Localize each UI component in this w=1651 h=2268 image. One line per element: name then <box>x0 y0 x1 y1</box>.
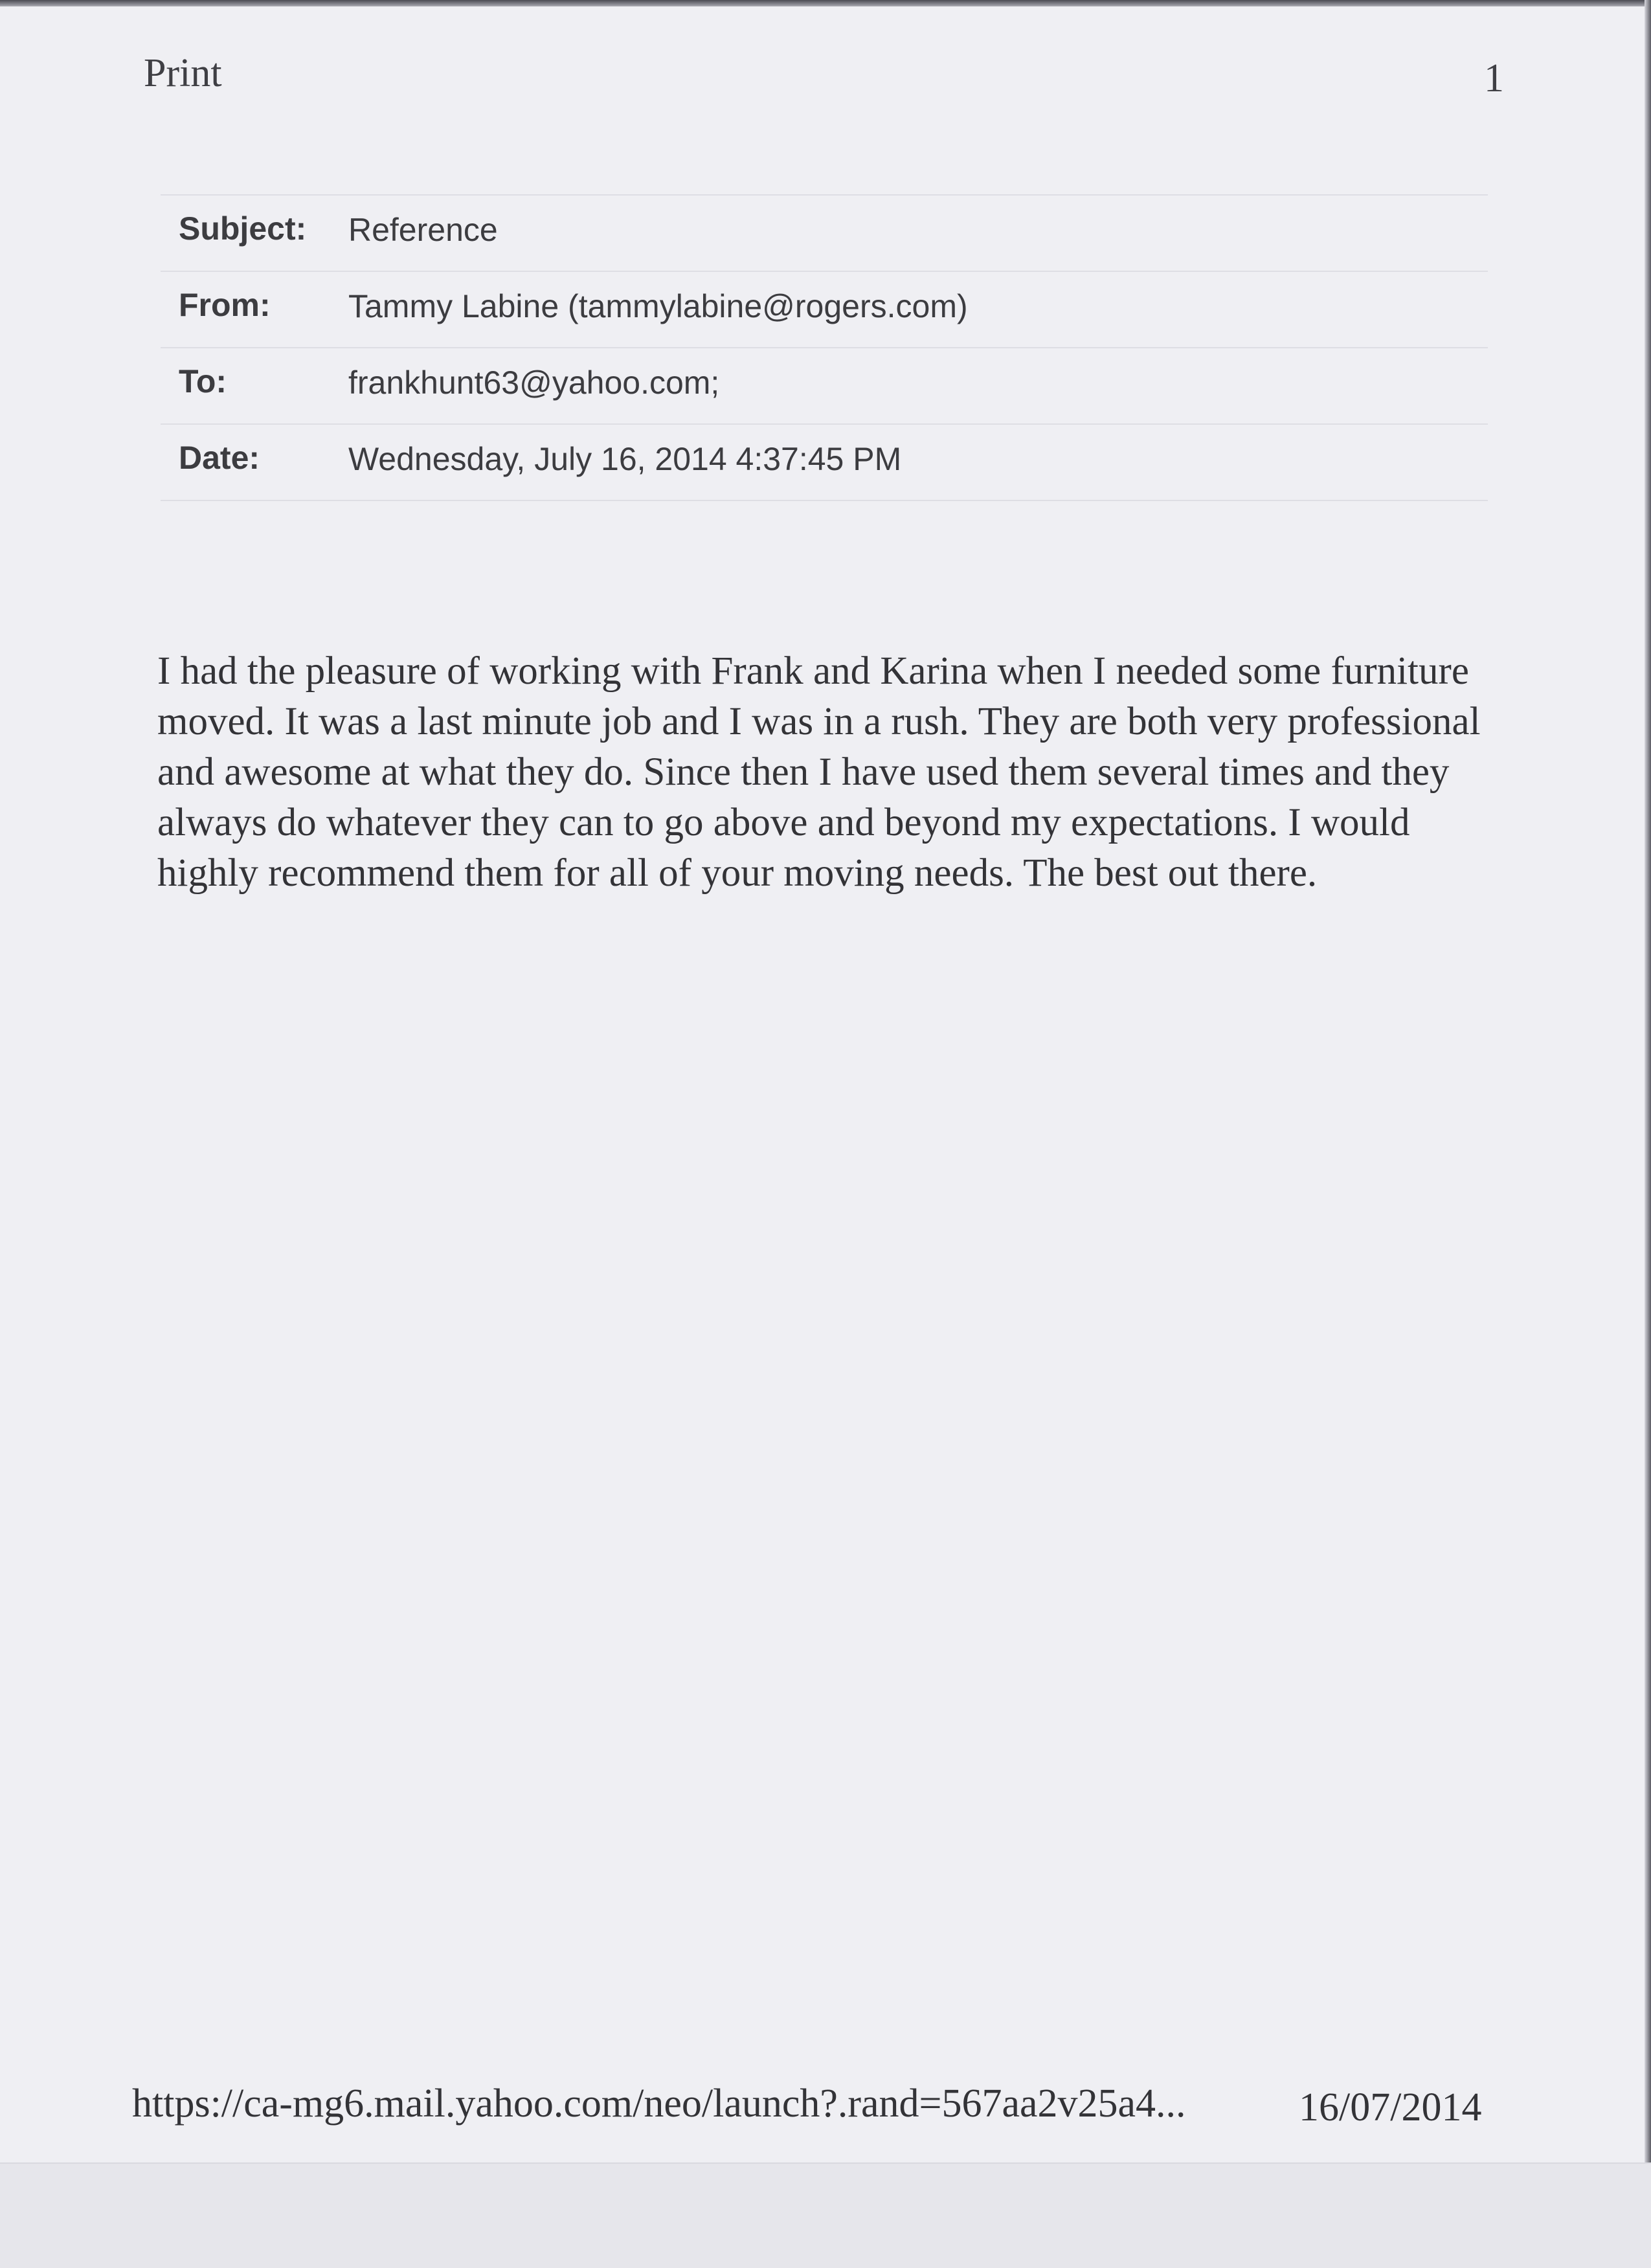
from-label: From: <box>179 287 271 323</box>
subject-label: Subject: <box>179 210 307 247</box>
subject-value: Reference <box>348 212 498 248</box>
to-label: To: <box>179 363 227 399</box>
email-body: I had the pleasure of working with Frank and Karina when I needed some furniture moved. It was a last minute job and I was in a rush. They are both very professional and awesome at what they do. Since then I have used them several times and they always do whatever they can to go above and beyond my expectations. I would highly recommend them for all of your moving needs. The best out there. <box>157 649 1481 895</box>
to-value: frankhunt63@yahoo.com; <box>348 365 720 401</box>
scan-right-edge <box>1645 0 1651 2162</box>
from-row <box>161 271 1488 347</box>
scan-bottom-strip <box>0 2162 1651 2268</box>
date-row <box>161 423 1488 501</box>
date-label: Date: <box>179 440 260 476</box>
page-number: 1 <box>1484 56 1504 100</box>
email-header-table <box>161 194 1488 501</box>
footer-date: 16/07/2014 <box>1299 2085 1482 2129</box>
footer-url: https://ca-mg6.mail.yahoo.com/neo/launch?.rand=567aa2v25a4... <box>132 2082 1186 2126</box>
print-label: Print <box>144 51 222 95</box>
to-row <box>161 347 1488 423</box>
paper-sheet <box>0 6 1645 2162</box>
subject-row <box>161 194 1488 271</box>
date-value: Wednesday, July 16, 2014 4:37:45 PM <box>348 441 902 477</box>
from-value: Tammy Labine (tammylabine@rogers.com) <box>348 288 968 324</box>
